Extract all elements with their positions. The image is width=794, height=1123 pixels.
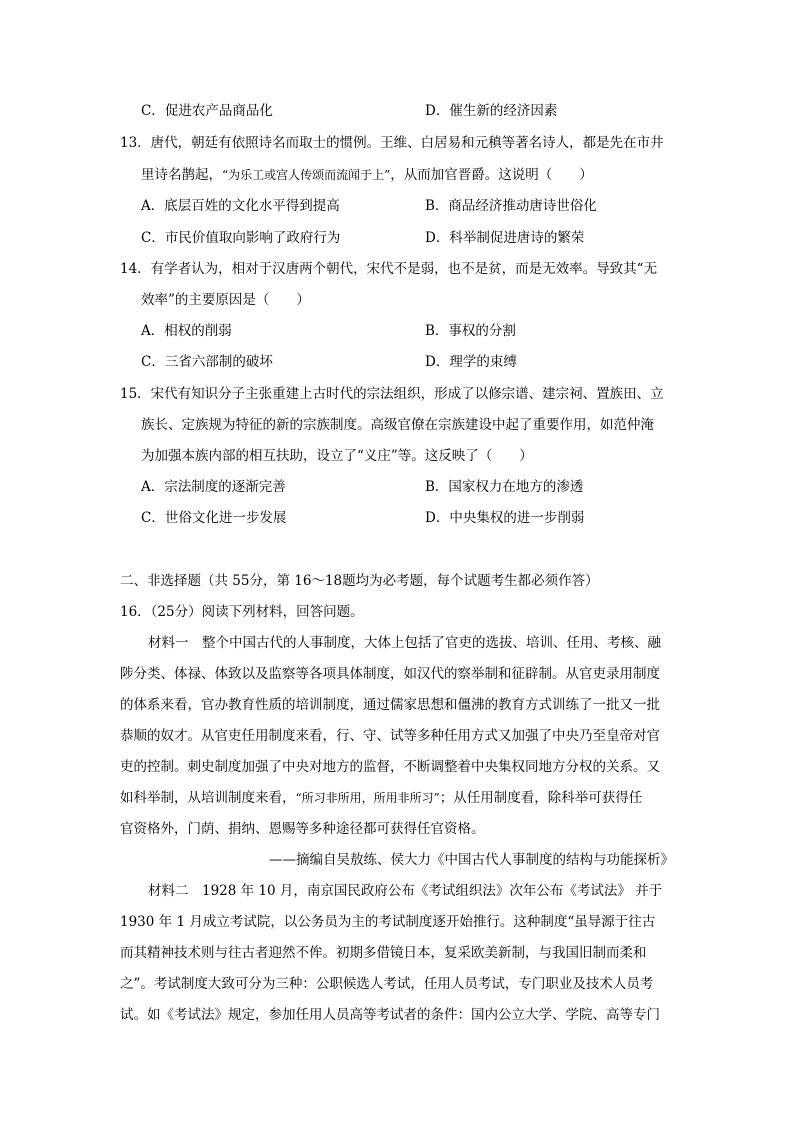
q14-option-c: C．三省六部制的破坏 (141, 354, 273, 370)
q14-option-a: A．相权的削弱 (141, 323, 232, 339)
q13-stem-text-b: ，从而加官晋爵。这说明（ ） (390, 167, 593, 183)
material-1-text-a: 如科举制，从培训制度来看， (120, 790, 296, 806)
material-1-line-5: 吏的控制。刺史制度加强了中央对地方的监督，不断调整着中央集权同地方分权的关系。又 (120, 759, 660, 775)
q13-option-d: D．科举制促进唐诗的繁荣 (425, 230, 585, 246)
q15-stem-line-3: 为加强本族内部的相互扶助，设立了“义庄”等。这反映了（ ） (141, 448, 533, 464)
q14-option-b: B．事权的分割 (425, 323, 516, 339)
q15-stem-line-2: 族长、定族规为特征的新的宗族制度。高级官僚在宗族建设中起了重要作用，如范仲淹 (141, 417, 654, 433)
q13-stem-line-1: 13．唐代，朝廷有依照诗名而取士的惯例。王维、白居易和元稹等著名诗人，都是先在市井 (120, 135, 664, 151)
q12-option-d: D．催生新的经济因素 (425, 103, 558, 119)
q14-stem-line-2: 效率”的主要原因是（ ） (141, 292, 310, 308)
material-2-line-5: 试。如《考试法》规定，参加任用人员高等考试者的条件：国内公立大学、学院、高等专门 (120, 1007, 660, 1023)
q13-quote: “为乐工或宫人传颂而流闻于上” (222, 168, 391, 182)
q15-option-d: D．中央集权的进一步削弱 (425, 510, 585, 526)
q15-option-c: C．世俗文化进一步发展 (141, 510, 287, 526)
material-1-line-4: 恭顺的奴才。从官吏任用制度来看，行、守、试等多种任用方式又加强了中央乃至皇帝对官 (120, 728, 660, 744)
q12-option-c: C．促进农产品商品化 (141, 103, 273, 119)
material-1-line-6 (120, 788, 642, 808)
material-1-line-1: 材料一 整个中国古代的人事制度，大体上包括了官吏的选拔、培训、任用、考核、融 (148, 635, 661, 651)
q13-option-b: B．商品经济推动唐诗世俗化 (425, 198, 597, 214)
q13-option-c: C．市民价值取向影响了政府行为 (141, 230, 341, 246)
material-1-line-7: 官资格外，门荫、捐纳、恩赐等多种途径都可获得任官资格。 (120, 821, 485, 837)
material-2-line-2: 1930 年 1 月成立考试院，以公务员为主的考试制度逐开始推行。这种制度“虽导源于往古 (120, 914, 656, 930)
material-2-line-3: 而其精神技术则与往古者迎然不侔。初期多借镜日本，复采欧美新制，与我国旧制而柔和 (120, 945, 647, 961)
section-2-heading: 二、非选择题（共 55分，第 16～18题均为必考题，每个试题考生都必须作答） (120, 573, 599, 589)
q16-stem: 16．（25分）阅读下列材料，回答问题。 (120, 604, 364, 620)
q15-option-b: B．国家权力在地方的渗透 (425, 479, 584, 495)
material-2-line-1: 材料二 1928 年 10 月，南京国民政府公布《考试组织法》次年公布《考试法》 并于 (148, 883, 663, 899)
material-2-line-4: 之”。考试制度大致可分为三种：公职候选人考试，任用人员考试，专门职业及技术人员考 (120, 976, 654, 992)
material-1-quote: “所习非所用，所用非所习” (295, 791, 440, 805)
q14-stem-line-1: 14．有学者认为，相对于汉唐两个朝代，宋代不是弱，也不是贫，而是无效率。导致其“无 (120, 261, 658, 277)
material-1-text-b: ；从任用制度看，除科举可获得任 (439, 790, 643, 806)
material-1-source: ——摘编自吴敖练、侯大力《中国古代人事制度的结构与功能探析》 (269, 852, 674, 868)
material-1-line-3: 的体系来看，官办教育性质的培训制度，通过儒家思想和僵沸的教育方式训练了一批又一批 (120, 697, 660, 713)
q13-option-a: A．底层百姓的文化水平得到提高 (141, 198, 340, 214)
material-1-line-2: 陟分类、体禄、体致以及监察等各项具体制度，如汉代的察举制和征辟制。从官吏录用制度 (120, 666, 660, 682)
q15-stem-line-1: 15．宋代有知识分子主张重建上古时代的宗法组织，形成了以修宗谱、建宗祠、置族田、立 (120, 386, 664, 402)
q13-stem-text-a: 里诗名鹊起， (141, 167, 222, 183)
q14-option-d: D．理学的束缚 (425, 354, 517, 370)
q15-option-a: A．宗法制度的逐渐完善 (141, 479, 286, 495)
q13-stem-line-2 (141, 165, 593, 185)
